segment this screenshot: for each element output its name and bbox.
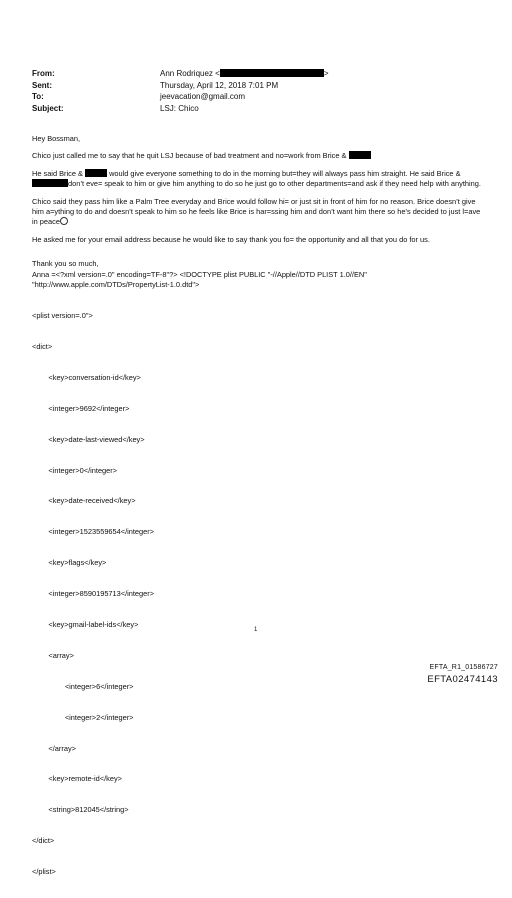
to-row (32, 91, 329, 103)
to-value: jeevacation@gmail.com (160, 92, 246, 101)
from-label: From: (32, 69, 55, 78)
from-row (32, 68, 329, 80)
xml-line: <integer>2</integer> (32, 712, 134, 722)
xml-line: <integer>0</integer> (32, 465, 118, 475)
xml-line: <array> (32, 650, 74, 660)
xml-line: <key>date-received</key> (32, 496, 136, 506)
paragraph-4: He asked me for your email address because he would like to say thank you fo= the opportunity and all that you do for us. (32, 234, 430, 244)
email-header (32, 68, 329, 114)
xml-line: <integer>6</integer> (32, 681, 134, 691)
xml-line: </array> (32, 743, 76, 753)
redaction-block (220, 69, 324, 77)
sent-value: Thursday, April 12, 2018 7:01 PM (160, 80, 279, 90)
xml-line: <key>remote-id</key> (32, 774, 122, 784)
xml-line: <key>flags</key> (32, 558, 107, 568)
xml-line: </dict> (32, 836, 55, 846)
xml-line: <integer>9692</integer> (32, 403, 130, 413)
sent-row (32, 80, 329, 92)
paragraph-3: Chico said they pass him like a Palm Tree everyday and Brice would follow hi= or just sit in front of him for no reason. Brice doesn’t give him a=ything to do and doesn’t speak to him so he feels like Brice is har=ssing him and don’t want him there so he’s decided to just l=ave in peace (32, 196, 481, 227)
sent-label: Sent: (32, 80, 52, 90)
greeting: Hey Bossman, (32, 134, 81, 143)
bates-number-1: EFTA_R1_01586727 (429, 664, 498, 671)
xml-line: <plist version=.0"> (32, 311, 93, 321)
paragraph-1: Chico just called me to say that he quit LSJ because of bad treatment and no=work from Brice & (32, 151, 487, 161)
redaction-block (32, 179, 68, 187)
xml-line: <dict> (32, 341, 53, 351)
xml-line: <integer>1523559654</integer> (32, 527, 155, 537)
xml-line: <integer>8590195713</integer> (32, 589, 155, 599)
xml-line: <key>date-last-viewed</key> (32, 434, 145, 444)
redaction-block (349, 151, 371, 159)
redaction-block (85, 169, 107, 177)
smiley-icon (60, 217, 68, 225)
subject-value: LSJ: Chico (160, 103, 199, 113)
subject-label: Subject: (32, 103, 64, 113)
paragraph-2: He said Brice & would give everyone something to do in the morning but=they will always pass him straight. He said Brice & don’t eve= speak to him or give him anything to do so he just go to other departments=and ask if they need help with anything. (32, 168, 481, 189)
page-number: 1 (254, 627, 258, 633)
subject-row (32, 103, 329, 115)
xml-line: <string>812045</string> (32, 805, 129, 815)
xml-line: <key>conversation-id</key> (32, 372, 141, 382)
from-value: Ann Rodriquez < > (160, 69, 329, 78)
to-label: To: (32, 92, 44, 101)
plist-xml (32, 290, 487, 898)
signoff: Thank you so much, Anna =<?xml version=.0" encoding=TF-8"?> <!DOCTYPE plist PUBLIC "-//Apple//DTD PLIST 1.0//EN" "http://www.apple.com/DTDs/PropertyList-1.0.dtd"> (32, 259, 367, 290)
xml-line: </plist> (32, 867, 56, 877)
bates-number-2: EFTA02474143 (427, 674, 498, 685)
xml-line: <key>gmail-label-ids</key> (32, 619, 139, 629)
email-body (32, 134, 487, 898)
